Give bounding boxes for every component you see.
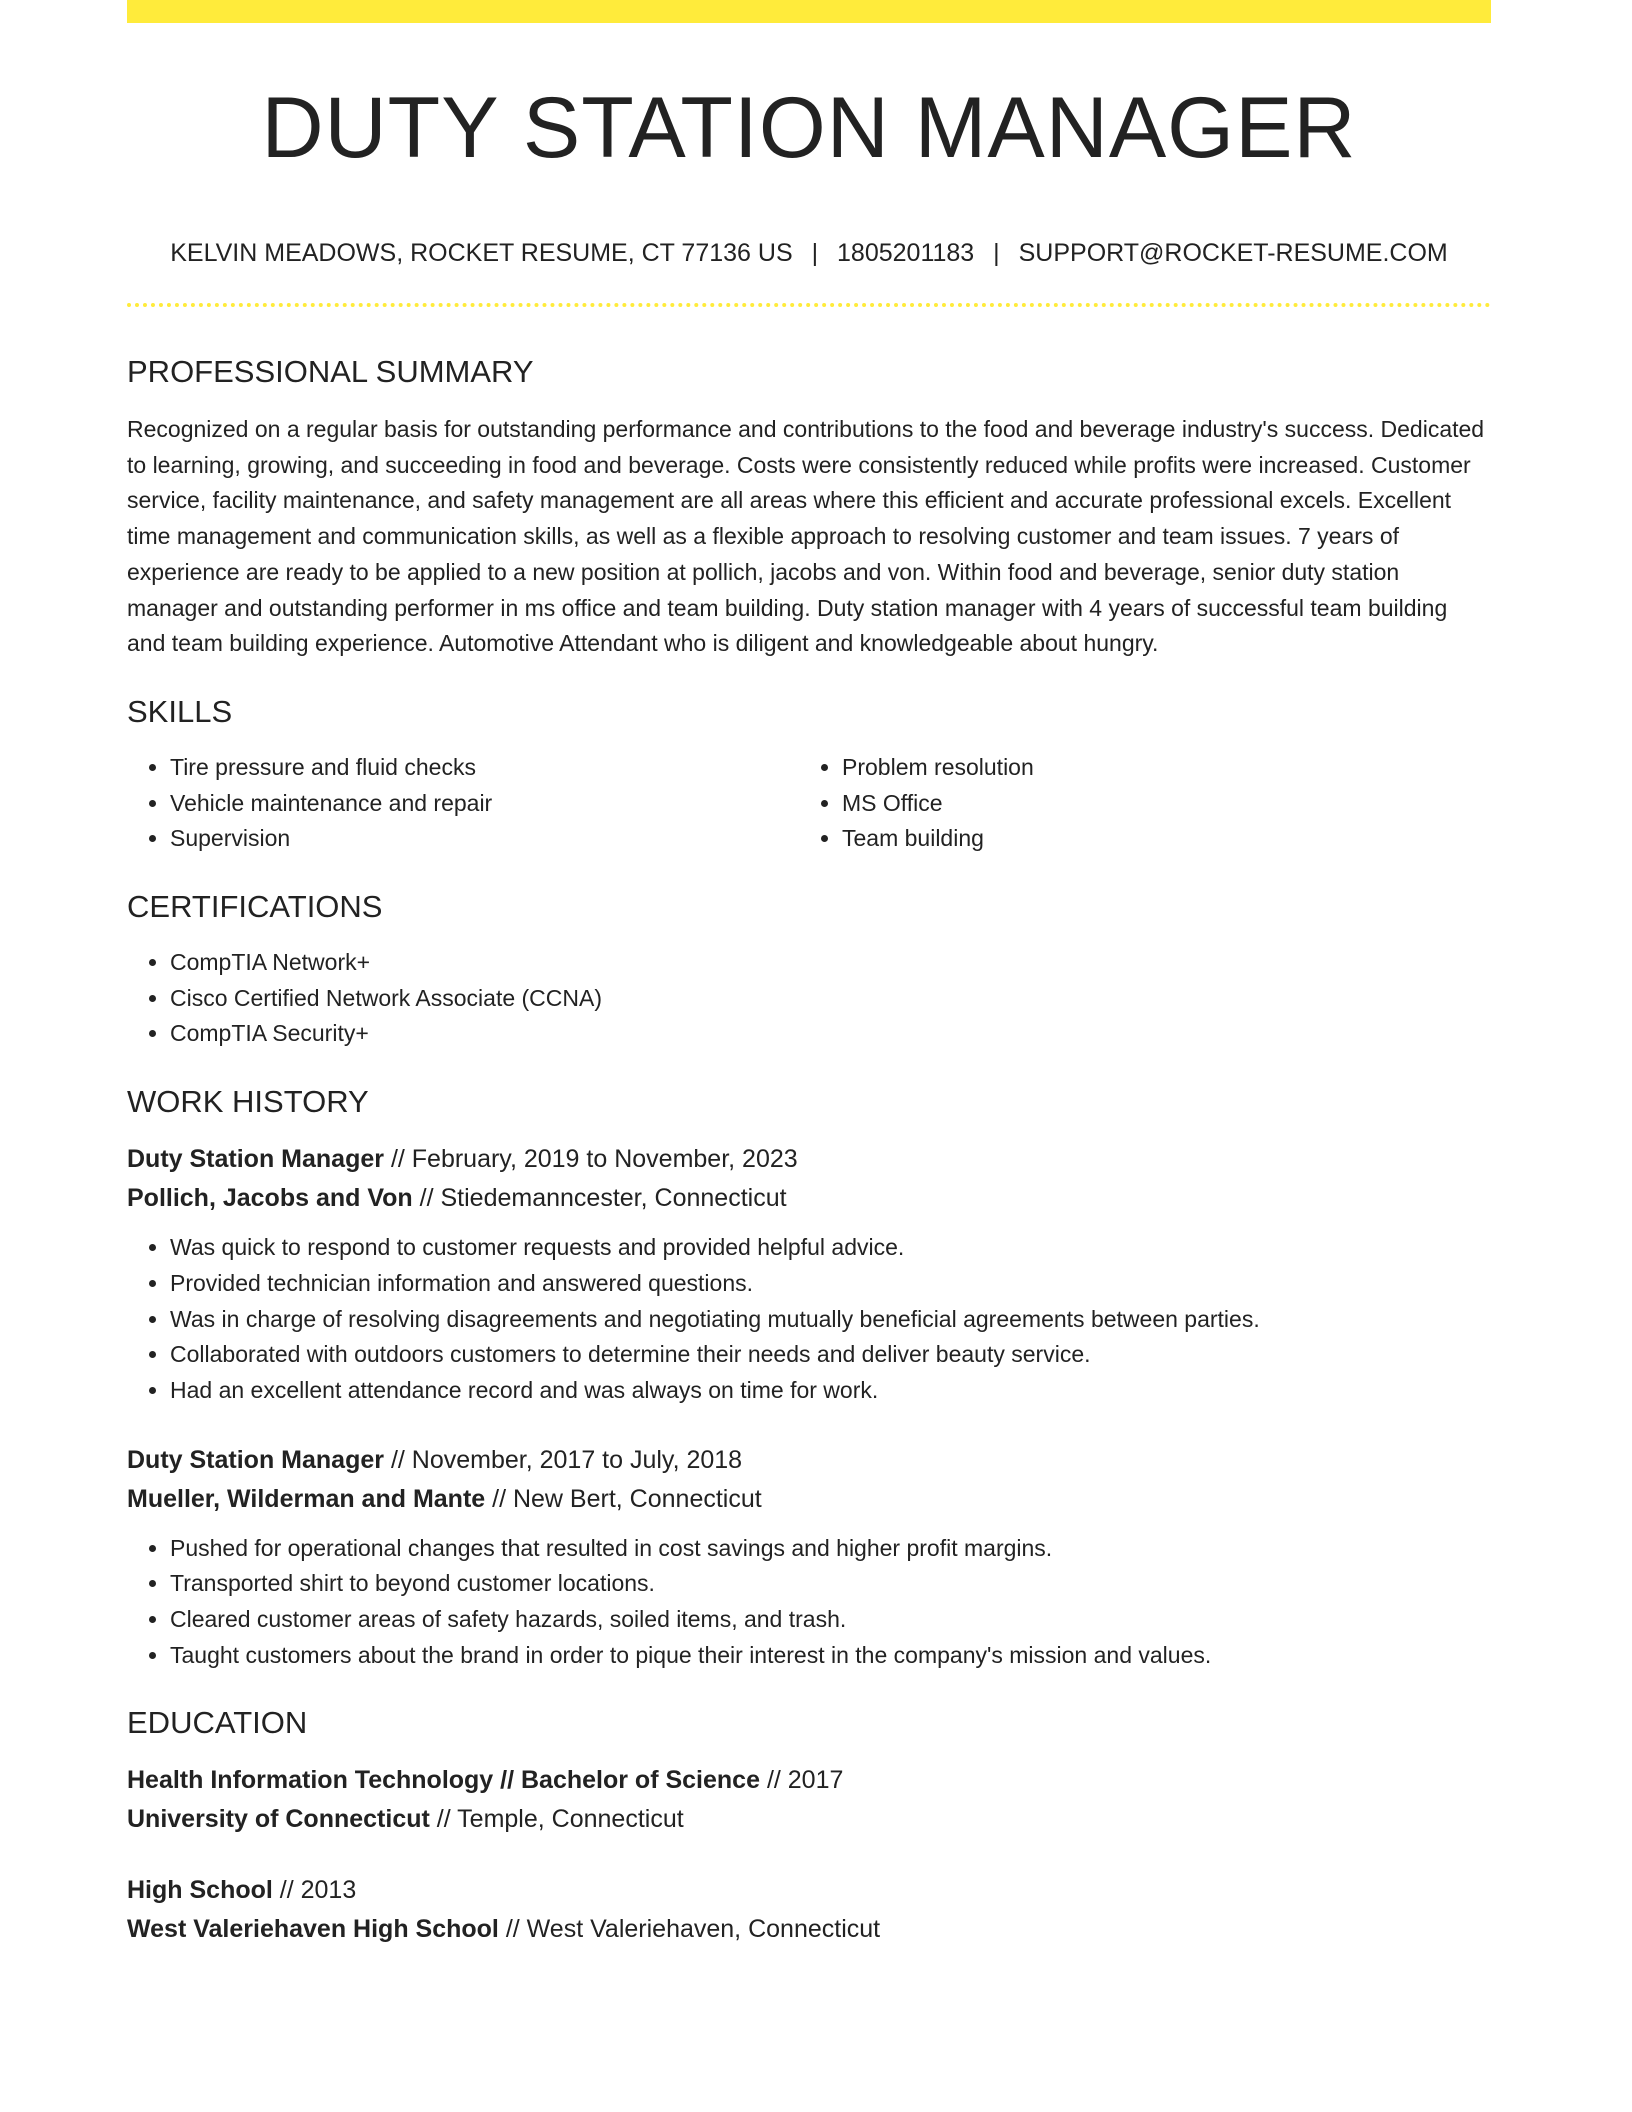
resume-title: DUTY STATION MANAGER	[261, 80, 1357, 176]
education-location: // West Valeriehaven, Connecticut	[505, 1915, 881, 1944]
certifications-section	[127, 887, 1491, 1052]
education-school-line	[127, 1800, 1491, 1839]
job-bullet: • Transported shirt to beyond customer locations.	[170, 1566, 1491, 1602]
work-history-section	[127, 1082, 1491, 1673]
job-bullets	[127, 1230, 1491, 1409]
education-year: // 2013	[279, 1876, 357, 1905]
job-dates: // November, 2017 to July, 2018	[390, 1445, 743, 1474]
job-title-line	[127, 1140, 1491, 1179]
job-company: Mueller, Wilderman and Mante	[127, 1484, 486, 1513]
education-location: // Temple, Connecticut	[436, 1805, 684, 1834]
education-school-line	[127, 1910, 1491, 1949]
job-location: // New Bert, Connecticut	[492, 1484, 762, 1513]
work-history-heading: WORK HISTORY	[127, 1084, 369, 1120]
skill-item: • Supervision	[170, 821, 799, 857]
certification-item: • Cisco Certified Network Associate (CCNA)	[170, 981, 1491, 1017]
summary-section	[127, 352, 1491, 662]
contact-phone: 1805201183	[837, 239, 975, 267]
job-location: // Stiedemanncester, Connecticut	[419, 1184, 787, 1213]
job-bullets	[127, 1531, 1491, 1674]
contact-address: KELVIN MEADOWS, ROCKET RESUME, CT 77136 US	[170, 239, 793, 267]
certification-item: • CompTIA Security+	[170, 1016, 1491, 1052]
job-bullet: • Was in charge of resolving disagreements and negotiating mutually beneficial agreements between parties.	[170, 1302, 1491, 1338]
certifications-heading: CERTIFICATIONS	[127, 889, 383, 925]
job-title: Duty Station Manager	[127, 1145, 384, 1174]
education-section	[127, 1703, 1491, 1949]
job-company-line	[127, 1480, 1491, 1519]
skill-item: • MS Office	[842, 786, 1471, 822]
contact-email: SUPPORT@ROCKET-RESUME.COM	[1018, 239, 1448, 267]
skills-grid	[127, 750, 1491, 857]
job-bullet: • Provided technician information and answered questions.	[170, 1266, 1491, 1302]
summary-heading: PROFESSIONAL SUMMARY	[127, 354, 534, 389]
skills-heading: SKILLS	[127, 693, 233, 729]
education-school: University of Connecticut	[127, 1805, 430, 1834]
education-degree: Health Information Technology // Bachelor of Science	[127, 1766, 760, 1795]
skills-list-right	[799, 750, 1471, 857]
skill-item: • Tire pressure and fluid checks	[170, 750, 799, 786]
job-company: Pollich, Jacobs and Von	[127, 1184, 413, 1213]
contact-line	[127, 237, 1491, 269]
skill-item: • Vehicle maintenance and repair	[170, 786, 799, 822]
education-degree: High School	[127, 1876, 273, 1905]
job-bullet: • Taught customers about the brand in order to pique their interest in the company's mission and values.	[170, 1638, 1491, 1674]
education-entry	[127, 1871, 1491, 1949]
resume-content	[127, 352, 1491, 1949]
job-entry	[127, 1140, 1491, 1409]
education-degree-line	[127, 1871, 1491, 1910]
job-bullet: • Was quick to respond to customer requests and provided helpful advice.	[170, 1230, 1491, 1266]
contact-separator: |	[993, 239, 1000, 267]
job-company-line	[127, 1179, 1491, 1218]
education-heading: EDUCATION	[127, 1705, 308, 1741]
education-year: // 2017	[766, 1766, 844, 1795]
dotted-divider	[127, 303, 1491, 307]
job-bullet: • Had an excellent attendance record and was always on time for work.	[170, 1373, 1491, 1409]
skill-item: • Team building	[842, 821, 1471, 857]
job-title: Duty Station Manager	[127, 1445, 384, 1474]
accent-top-bar	[127, 0, 1491, 23]
contact-separator: |	[811, 239, 819, 267]
job-entry	[127, 1441, 1491, 1674]
summary-text: Recognized on a regular basis for outstanding performance and contributions to the food and beverage industry's success. Dedicated to learning, growing, and succeeding in food and beverage. Costs were consistently reduced while profits were increased. Customer service, facility maintenance, and safety management are all areas where this efficient and accurate professional excels. Excellent time management and communication skills, as well as a flexible approach to resolving customer and team issues. 7 years of experience are ready to be applied to a new position at pollich, jacobs and von. Within food and beverage, senior duty station manager and outstanding performer in ms office and team building. Duty station manager with 4 years of successful team building and team building experience. Automotive Attendant who is diligent and knowledgeable about hungry.	[127, 416, 1485, 657]
certification-item: • CompTIA Network+	[170, 945, 1491, 981]
education-degree-line	[127, 1761, 1491, 1800]
resume-page	[127, 0, 1491, 2112]
skills-section	[127, 692, 1491, 857]
job-bullet: • Pushed for operational changes that resulted in cost savings and higher profit margins.	[170, 1531, 1491, 1567]
job-dates: // February, 2019 to November, 2023	[390, 1145, 798, 1174]
job-bullet: • Cleared customer areas of safety hazards, soiled items, and trash.	[170, 1602, 1491, 1638]
skill-item: • Problem resolution	[842, 750, 1471, 786]
certifications-list	[127, 945, 1491, 1052]
education-entry	[127, 1761, 1491, 1839]
education-school: West Valeriehaven High School	[127, 1915, 499, 1944]
job-title-line	[127, 1441, 1491, 1480]
job-bullet: • Collaborated with outdoors customers to determine their needs and deliver beauty service.	[170, 1337, 1491, 1373]
skills-list-left	[127, 750, 799, 857]
